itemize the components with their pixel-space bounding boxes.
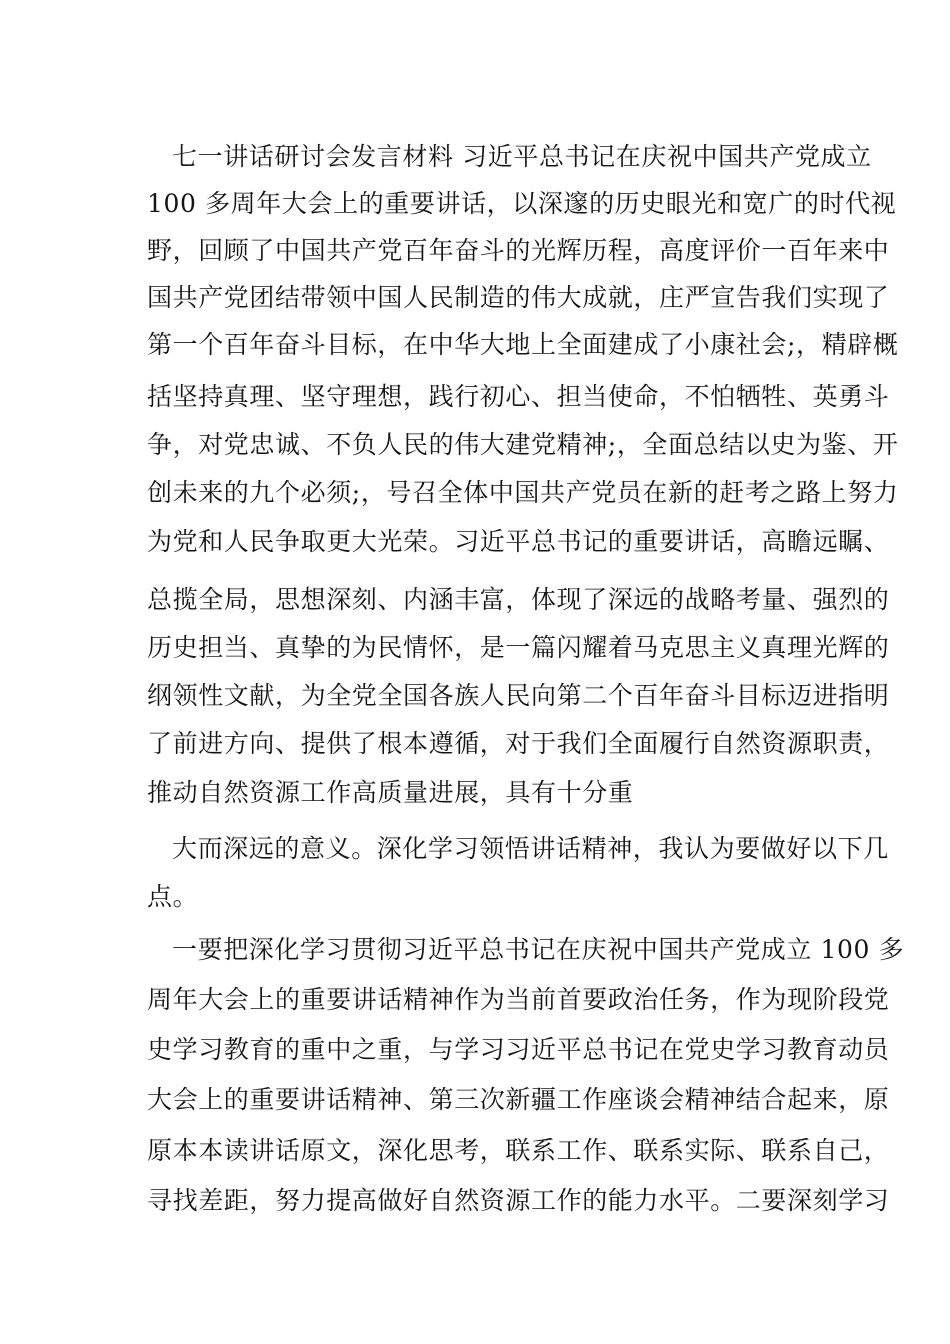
text-line: 点。 — [147, 882, 199, 911]
text-line: 野，回顾了中国共产党百年奋斗的光辉历程，高度评价一百年来中 — [147, 236, 890, 265]
text-line: 历史担当、真挚的为民情怀，是一篇闪耀着马克思主义真理光辉的 — [147, 633, 890, 662]
text-line: 一要把深化学习贯彻习近平总书记在庆祝中国共产党成立 100 多 — [172, 935, 905, 964]
text-line: 括坚持真理、坚守理想，践行初心、担当使命，不怕牺牲、英勇斗 — [147, 382, 890, 411]
text-line: 原本本读讲话原文，深化思考，联系工作、联系实际、联系自己， — [147, 1136, 890, 1165]
text-line: 纲领性文献，为全党全国各族人民向第二个百年奋斗目标迈进指明 — [147, 681, 890, 710]
text-line: 史学习教育的重中之重，与学习习近平总书记在党史学习教育动员 — [147, 1035, 890, 1064]
text-line: 了前进方向、提供了根本遵循，对于我们全面履行自然资源职责， — [147, 729, 890, 758]
text-line: 国共产党团结带领中国人民制造的伟大成就，庄严宣告我们实现了 — [147, 283, 890, 312]
text-line: 100 多周年大会上的重要讲话，以深邃的历史眼光和宽广的时代视 — [147, 189, 897, 218]
text-line: 第一个百年奋斗目标，在中华大地上全面建成了小康社会;，精辟概 — [147, 330, 899, 359]
text-line: 为党和人民争取更大光荣。习近平总书记的重要讲话，高瞻远瞩、 — [147, 527, 890, 556]
text-line: 创未来的九个必须;，号召全体中国共产党员在新的赶考之路上努力 — [147, 478, 899, 507]
text-line: 推动自然资源工作高质量进展，具有十分重 — [147, 778, 634, 807]
text-line: 周年大会上的重要讲话精神作为当前首要政治任务，作为现阶段党 — [147, 985, 890, 1014]
text-line: 大而深远的意义。深化学习领悟讲话精神，我认为要做好以下几 — [172, 834, 889, 863]
text-line: 七一讲话研讨会发言材料 习近平总书记在庆祝中国共产党成立 — [172, 142, 872, 171]
text-line: 总揽全局，思想深刻、内涵丰富，体现了深远的战略考量、强烈的 — [147, 585, 890, 614]
text-line: 大会上的重要讲话精神、第三次新疆工作座谈会精神结合起来，原 — [147, 1085, 890, 1114]
text-line: 寻找差距，努力提高做好自然资源工作的能力水平。二要深刻学习 — [147, 1186, 890, 1215]
text-line: 争，对党忠诚、不负人民的伟大建党精神;，全面总结以史为鉴、开 — [147, 430, 899, 459]
